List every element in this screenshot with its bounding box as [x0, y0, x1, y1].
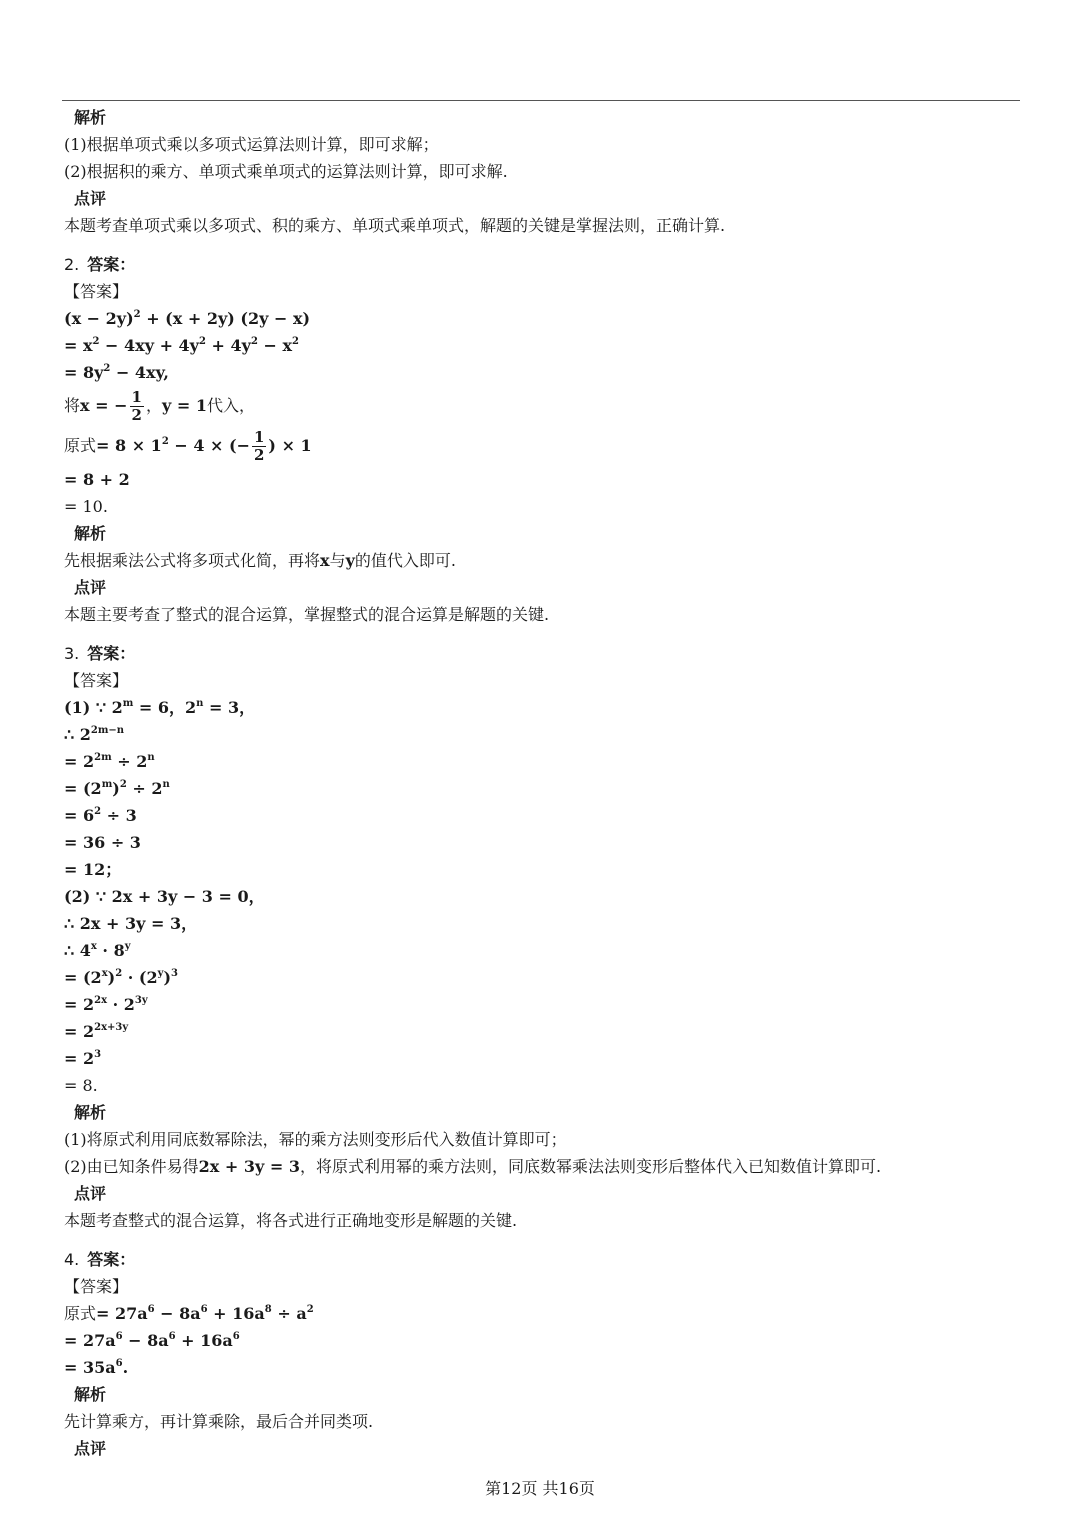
- q4-step-3: = $35a^6$.: [64, 1358, 129, 1377]
- q4-answer-label: 答案：: [87, 1250, 136, 1269]
- q1-jiexi-line-2: (2)根据积的乘方、单项式乘单项式的运算法则计算，即可求解.: [64, 162, 508, 181]
- q2-number: 2.: [64, 255, 80, 274]
- q3-step-15: = 8.: [64, 1076, 98, 1095]
- q3-step-6: = 36 ÷ 3: [64, 833, 141, 852]
- q3-step-14: = $2^3$: [64, 1049, 102, 1068]
- q4-jiexi-label: 解析: [74, 1385, 107, 1404]
- q2-jiexi-text: 先根据乘法公式将多项式化简，再将x与y的值代入即可.: [64, 551, 456, 570]
- q3-step-5: = $6^2 \div 3$: [64, 806, 137, 825]
- q4-step-2: = $27a^6 - 8a^6 + 16a^6$: [64, 1331, 240, 1350]
- header-rule: [62, 100, 1020, 101]
- page-content: [64, 104, 1014, 1462]
- q1-jiexi-line-1: (1)根据单项式乘以多项式运算法则计算，即可求解；: [64, 135, 439, 154]
- q3-dianping-label: 点评: [74, 1184, 107, 1203]
- q2-step-1: $(x - 2y)^2 + (x + 2y)$ (2y − x): [64, 309, 311, 328]
- q3-answer-tag: 【答案】: [64, 671, 129, 690]
- q4-step-1: 原式= $27a^6 - 8a^6 + 16a^8 \div a^2$: [64, 1304, 314, 1323]
- q3-jiexi-label: 解析: [74, 1103, 107, 1122]
- q3-step-7: = 12；: [64, 860, 122, 879]
- fraction-half: $\frac{1}{2}$: [131, 388, 142, 424]
- q2-jiexi-label: 解析: [74, 524, 107, 543]
- q4-header: [64, 1246, 1014, 1273]
- q4-dianping-label: 点评: [74, 1439, 107, 1458]
- q3-jiexi-line-1: (1)将原式利用同底数幂除法，幂的乘方法则变形后代入数值计算即可；: [64, 1130, 567, 1149]
- q3-step-1: (1) ∵ $2^m = 6$，$2^n = 3$，: [64, 698, 256, 717]
- q2-step-2: = $x^2 - 4xy + 4y^2 + 4y^2 - x^2$: [64, 336, 299, 355]
- q2-dianping-text: 本题主要考查了整式的混合运算，掌握整式的混合运算是解题的关键.: [64, 605, 550, 624]
- q1-dianping-text: 本题考查单项式乘以多项式、积的乘方、单项式乘单项式，解题的关键是掌握法则，正确计算.: [64, 216, 726, 235]
- q2-dianping-label: 点评: [74, 578, 107, 597]
- q2-header: [64, 251, 1014, 278]
- q4-jiexi-text: 先计算乘方，再计算乘除，最后合并同类项.: [64, 1412, 374, 1431]
- fraction-half: $\frac{1}{2}$: [253, 428, 265, 464]
- q4-answer-tag: 【答案】: [64, 1277, 129, 1296]
- q3-number: 3.: [64, 644, 80, 663]
- q3-header: [64, 640, 1014, 667]
- q3-step-2: ∴ $2^{2m-n}$: [64, 725, 125, 744]
- q3-step-10: ∴ $4^x \cdot 8^y$: [64, 941, 131, 960]
- q2-step-3: = $8y^2 - 4xy$,: [64, 363, 169, 382]
- q1-dianping-label: 点评: [74, 189, 107, 208]
- q2-step-5: 原式= $8 \times 1^2 - 4$ × (− $\frac{1}{2}$ ) × 1: [64, 428, 312, 464]
- q3-dianping-text: 本题考查整式的混合运算，将各式进行正确地变形是解题的关键.: [64, 1211, 518, 1230]
- q2-step-7: = 10.: [64, 497, 108, 516]
- q2-answer-label: 答案：: [87, 255, 136, 274]
- q3-step-11: = $(2^x)^2 \cdot (2^y)^3$: [64, 968, 178, 987]
- q3-step-4: = $(2^m)^2 \div 2^n$: [64, 779, 170, 798]
- q2-step-4: 将x = − $\frac{1}{2}$ ，y = 1代入，: [64, 388, 255, 424]
- q2-answer-tag: 【答案】: [64, 282, 129, 301]
- q3-step-13: = $2^{2x+3y}$: [64, 1022, 129, 1041]
- q1-jiexi-label: 解析: [74, 108, 107, 127]
- q3-step-12: = $2^{2x} \cdot 2^{3y}$: [64, 995, 148, 1014]
- q2-step-6: = 8 + 2: [64, 470, 130, 489]
- q3-step-8: (2) ∵ 2x + 3y − 3 = 0，: [64, 887, 265, 906]
- q3-answer-label: 答案：: [87, 644, 136, 663]
- q3-jiexi-line-2: (2)由已知条件易得2x + 3y = 3，将原式利用幂的乘方法则，同底数幂乘法法则变形后整体代入已知数值计算即可.: [64, 1157, 882, 1176]
- q3-step-9: ∴ 2x + 3y = 3，: [64, 914, 198, 933]
- q3-step-3: = $2^{2m} \div 2^n$: [64, 752, 155, 771]
- page-footer: 第12页 共16页: [485, 1479, 595, 1498]
- q4-number: 4.: [64, 1250, 80, 1269]
